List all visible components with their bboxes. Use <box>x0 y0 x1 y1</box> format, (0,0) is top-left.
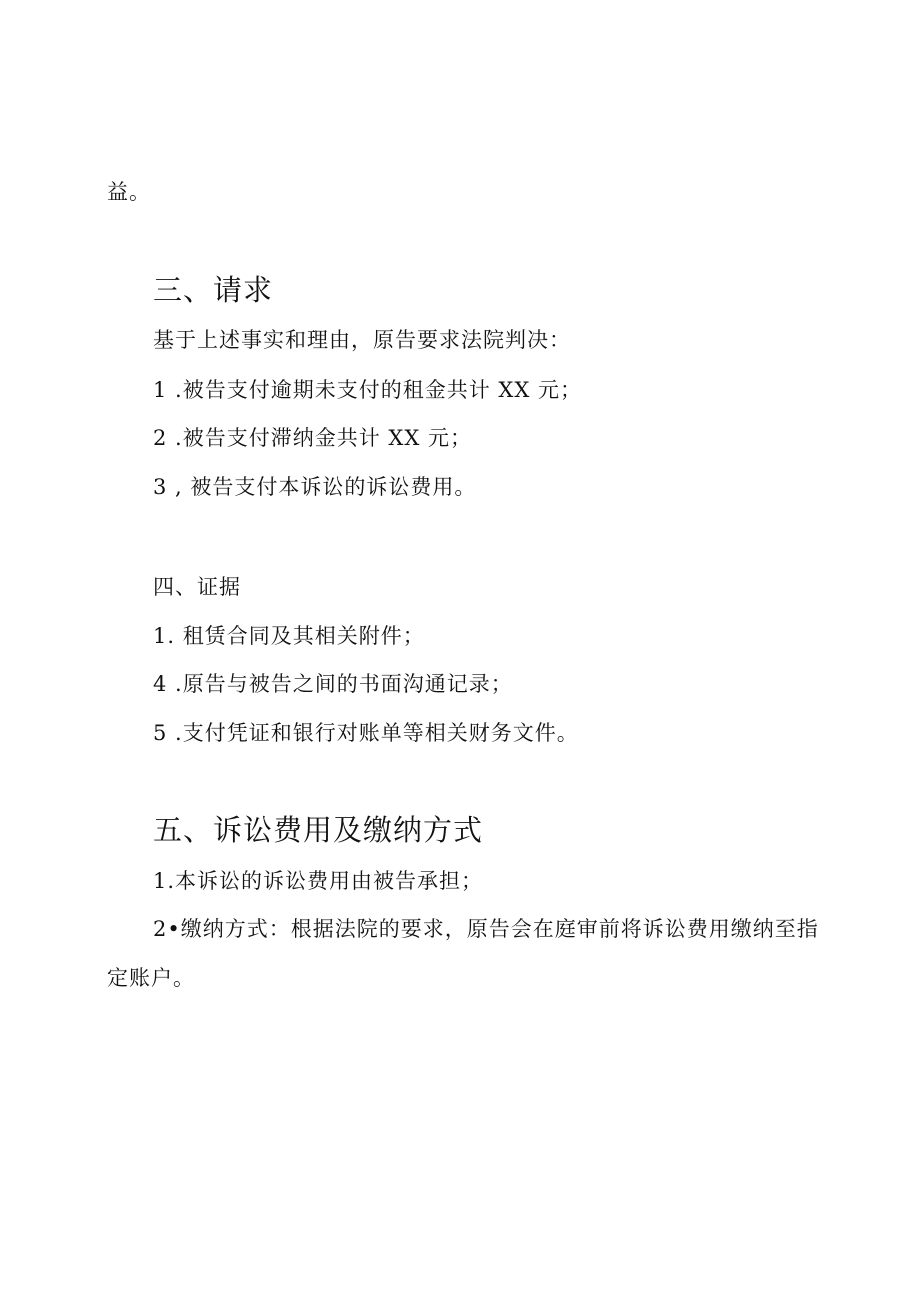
section-4-item-1: 1. 租赁合同及其相关附件； <box>153 624 425 648</box>
section-5-heading: 五、诉讼费用及缴纳方式 <box>153 813 484 847</box>
section-4-heading: 四、证据 <box>153 575 241 599</box>
section-4-item-2: 4 .原告与被告之间的书面沟通记录； <box>153 672 513 696</box>
section-3-heading: 三、请求 <box>153 273 274 307</box>
section-4-item-3: 5 .支付凭证和银行对账单等相关财务文件。 <box>153 721 579 745</box>
section-5-item-2-continuation: 定账户。 <box>107 966 195 990</box>
continuation-text: 益。 <box>107 180 151 204</box>
section-3-intro: 基于上述事实和理由，原告要求法院判决： <box>153 328 571 352</box>
section-3-item-3: 3 , 被告支付本诉讼的诉讼费用。 <box>153 475 477 499</box>
section-5-item-1: 1.本诉讼的诉讼费用由被告承担； <box>153 869 484 893</box>
section-3-item-2: 2 .被告支付滞纳金共计 XX 元； <box>153 426 472 450</box>
section-3-item-1: 1 .被告支付逾期未支付的租金共计 XX 元； <box>153 378 582 402</box>
section-5-item-2: 2•缴纳方式：根据法院的要求，原告会在庭审前将诉讼费用缴纳至指 <box>153 917 819 941</box>
